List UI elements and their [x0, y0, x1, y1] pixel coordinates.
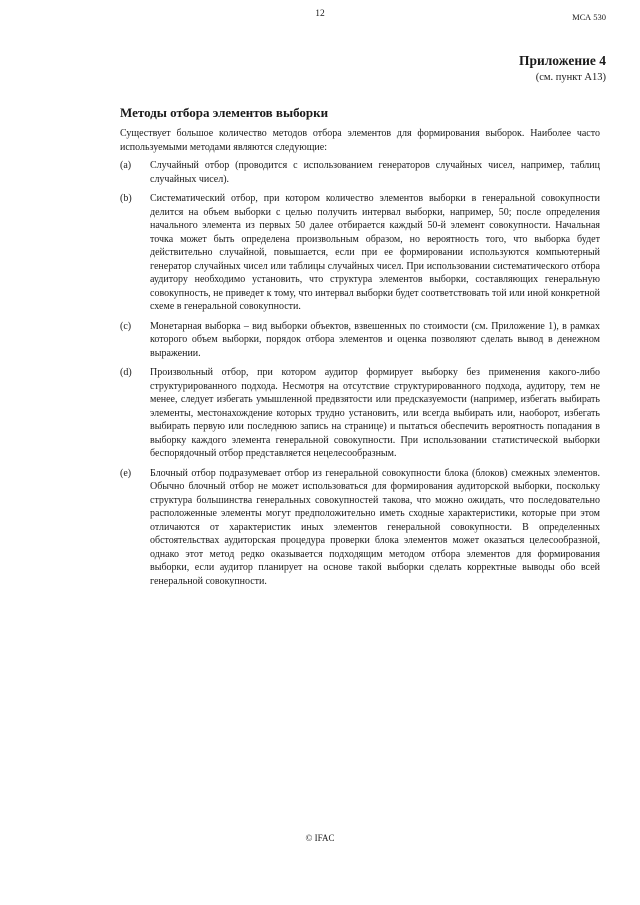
list-item-marker: (c): [120, 320, 132, 332]
document-body: [120, 127, 600, 594]
page-number: 12: [315, 9, 325, 19]
list-item: [120, 159, 600, 186]
list-item-marker: (b): [120, 193, 132, 204]
appendix-reference: (см. пункт А13): [535, 72, 606, 83]
intro-paragraph: Существует большое количество методов отбора элементов для формирования выборок. Наиболее часто используемыми методами являются следующие:: [120, 128, 600, 153]
list-item: [120, 192, 600, 314]
document-code: МСА 530: [572, 12, 606, 22]
list-item-text: Произвольный отбор, при котором аудитор формирует выборку без применения какого-либо структурированного подхода. Несмотря на отсутствие структурированного подхода, аудитору, тем не менее, следует избегать умышленной предвзятости или предсказуемости (например, избегать выбирать элементы, местонахождение которых трудно установить, или всегда выбирать или, наоборот, избегать выбирать первую или последнюю запись на странице) и пытаться обеспечить вероятность попадания в выборку каждого элемента генеральной совокупности. При использовании статистической выборки беспорядочный отбор представляется нецелесообразным.: [150, 367, 600, 459]
list-item-marker: (d): [120, 367, 132, 378]
list-item-marker: (e): [120, 467, 132, 479]
list-item-text: Случайный отбор (проводится с использованием генераторов случайных чисел, например, таблиц случайных чисел).: [150, 160, 600, 185]
footer-copyright: © IFAC: [305, 833, 335, 843]
list-item: [120, 366, 600, 461]
list-item: [120, 467, 600, 589]
list-item-text: Блочный отбор подразумевает отбор из генеральной совокупности блока (блоков) смежных элементов. Обычно блочный отбор не может использоваться для формирования аудиторской выборки, поскольку структура большинства генеральных совокупностей такова, что можно ожидать, что последовательно расположенные элементы могут предположительно иметь сходные характеристики, которые при этом отличаются от характеристик иных элементов генеральной совокупности. В определенных обстоятельствах аудиторская процедура проверки блока элементов может оказаться целесообразной, однако этот метод редко оказывается подходящим методом отбора элементов для формирования выборки, если аудитор планирует на основе такой выборки сделать корректные выводы обо всей генеральной совокупности.: [150, 467, 600, 587]
list-item-marker: (a): [120, 160, 132, 171]
list-item: [120, 320, 600, 361]
appendix-title: Приложение 4: [518, 53, 606, 68]
section-heading: Методы отбора элементов выборки: [120, 105, 329, 120]
list-item-text: Монетарная выборка – вид выборки объектов, взвешенных по стоимости (см. Приложение 1), в рамках которого объем выборки, порядок отбора элементов и оценка позволяют сделать вывод в денежном выражении.: [150, 320, 600, 359]
list-item-text: Систематический отбор, при котором количество элементов выборки в генеральной совокупности делится на объем выборки с целью получить интервал выборки, например, 50; после определения начального элемента из первых 50 далее отбирается каждый 50-й элемент совокупности. Начальная точка может быть определена произвольным образом, но вероятность того, что выборка будет действительно случайной, повышается, если при ее формировании используются компьютерный генератор случайных чисел или таблицы случайных чисел. При использовании систематического отбора аудитору необходимо установить, что структура элементов выборки, составляющих генеральную совокупность, не приведет к тому, что интервал выборки будет соответствовать той или иной конкретной схеме в генеральной совокупности.: [150, 193, 600, 312]
